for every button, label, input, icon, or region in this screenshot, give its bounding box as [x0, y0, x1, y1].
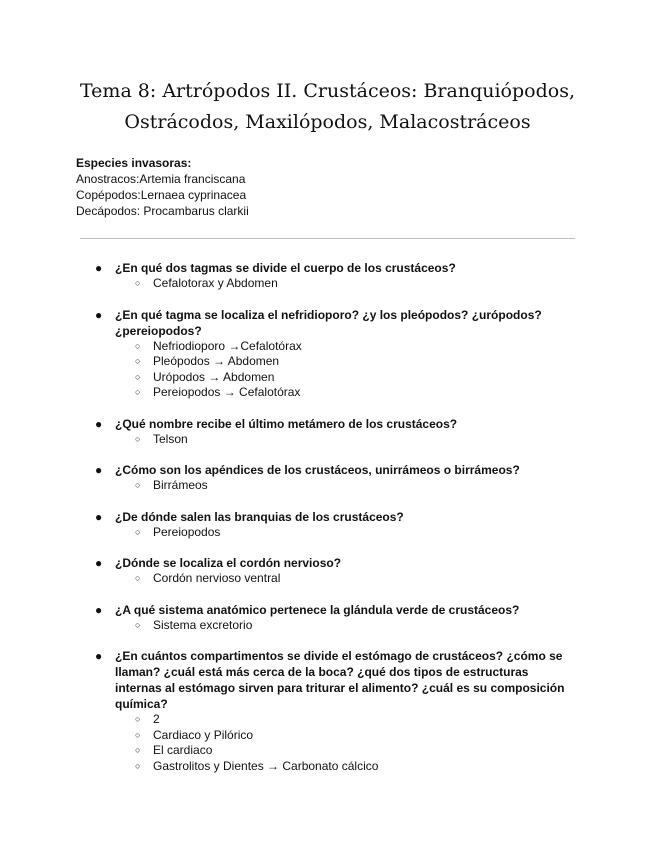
- answer-list: [0, 432, 655, 448]
- invasive-species-block: [76, 155, 249, 219]
- invasive-species-line: Decápodos: Procambarus clarkii: [76, 204, 249, 218]
- hollow-bullet-icon: ○: [135, 371, 141, 382]
- bullet-icon: ●: [95, 463, 103, 477]
- question-item: [0, 416, 655, 448]
- question-item: [0, 509, 655, 541]
- answer-item: [135, 431, 655, 448]
- hollow-bullet-icon: ○: [135, 278, 141, 288]
- answer-item: [135, 571, 655, 587]
- answer-item: [135, 276, 655, 292]
- hollow-bullet-icon: ○: [135, 480, 141, 490]
- question-item: [0, 555, 655, 587]
- answer-item: [135, 727, 655, 744]
- answer-text: Gastrolitos y Dientes → Carbonato cálcico: [153, 758, 379, 773]
- invasive-species-heading: Especies invasoras:: [76, 156, 192, 170]
- answer-item: [135, 478, 655, 494]
- hollow-bullet-icon: ○: [135, 714, 141, 724]
- hollow-bullet-icon: ○: [135, 760, 141, 771]
- question-text: ¿En qué dos tagmas se divide el cuerpo de los crustáceos?: [115, 261, 456, 275]
- answer-text: Birrámeos: [153, 478, 208, 492]
- question-list: [0, 260, 655, 789]
- question-item: [0, 307, 655, 401]
- bullet-icon: ●: [95, 649, 103, 663]
- question-text: ¿En cuántos compartimentos se divide el estómago de crustáceos? ¿cómo se llaman? ¿cuál está más cerca de la boca? ¿qué dos tipos de estructuras internas al estómago sirven para triturar el alimento? ¿cuál es su composición química?: [115, 649, 565, 711]
- answer-list: [0, 525, 655, 541]
- answer-list: [0, 339, 655, 401]
- bullet-icon: ●: [95, 509, 103, 524]
- document-title: [60, 76, 595, 138]
- answer-list: [0, 618, 655, 634]
- answer-item: [135, 758, 655, 775]
- answer-text: 2: [153, 712, 160, 726]
- answer-text: Telson: [153, 431, 188, 446]
- bullet-icon: ●: [95, 602, 103, 617]
- hollow-bullet-icon: ○: [135, 745, 141, 755]
- answer-text: Cordón nervioso ventral: [153, 571, 281, 585]
- hollow-bullet-icon: ○: [135, 387, 141, 397]
- answer-list: [0, 712, 655, 774]
- horizontal-divider: [80, 238, 575, 239]
- question-text: ¿Qué nombre recibe el último metámero de los crustáceos?: [115, 416, 458, 431]
- answer-item: [135, 369, 655, 386]
- hollow-bullet-icon: ○: [135, 356, 141, 366]
- answer-text: Pleópodos → Abdomen: [153, 354, 280, 368]
- answer-item: [135, 617, 655, 634]
- answer-text: Pereiopodos: [153, 524, 221, 539]
- answer-item: [135, 338, 655, 355]
- answer-text: Cefalotorax y Abdomen: [153, 276, 278, 290]
- answer-list: [0, 571, 655, 587]
- answer-item: [135, 354, 655, 370]
- question-text: ¿Cómo son los apéndices de los crustáceos, unirrámeos o birrámeos?: [115, 463, 520, 477]
- answer-item: [135, 524, 655, 541]
- question-text: ¿Dónde se localiza el cordón nervioso?: [115, 556, 342, 570]
- answer-text: Nefriodioporo →Cefalotórax: [153, 338, 302, 353]
- question-item: [0, 602, 655, 634]
- title-line-2: Ostrácodos, Maxilópodos, Malacostráceos: [124, 111, 531, 133]
- answer-text: El cardiaco: [153, 743, 213, 757]
- hollow-bullet-icon: ○: [135, 729, 141, 740]
- question-item: [0, 462, 655, 494]
- question-text: ¿A qué sistema anatómico pertenece la glándula verde de crustáceos?: [115, 602, 520, 617]
- answer-text: Pereiopodos → Cefalotórax: [153, 385, 301, 399]
- question-text: ¿En qué tagma se localiza el nefridioporo? ¿y los pleópodos? ¿urópodos? ¿pereiopodos?: [115, 307, 542, 338]
- answer-text: Urópodos → Abdomen: [153, 369, 275, 384]
- hollow-bullet-icon: ○: [135, 433, 141, 444]
- answer-list: [0, 276, 655, 292]
- bullet-icon: ●: [95, 261, 103, 275]
- hollow-bullet-icon: ○: [135, 526, 141, 537]
- answer-item: [135, 385, 655, 401]
- question-item: [0, 260, 655, 292]
- answer-item: [135, 712, 655, 728]
- bullet-icon: ●: [95, 416, 103, 431]
- hollow-bullet-icon: ○: [135, 573, 141, 583]
- hollow-bullet-icon: ○: [135, 340, 141, 351]
- title-line-1: Tema 8: Artrópodos II. Crustáceos: Branquiópodos,: [79, 80, 575, 102]
- answer-text: Sistema excretorio: [153, 617, 253, 632]
- invasive-species-line: Copépodos:Lernaea cyprinacea: [76, 188, 247, 202]
- answer-text: Cardiaco y Pilórico: [153, 727, 254, 742]
- hollow-bullet-icon: ○: [135, 619, 141, 630]
- answer-item: [135, 743, 655, 759]
- answer-list: [0, 478, 655, 494]
- question-text: ¿De dónde salen las branquias de los crustáceos?: [115, 509, 404, 524]
- question-item: [0, 648, 655, 774]
- bullet-icon: ●: [95, 556, 103, 570]
- bullet-icon: ●: [95, 307, 103, 322]
- invasive-species-line: Anostracos:Artemia franciscana: [76, 172, 246, 186]
